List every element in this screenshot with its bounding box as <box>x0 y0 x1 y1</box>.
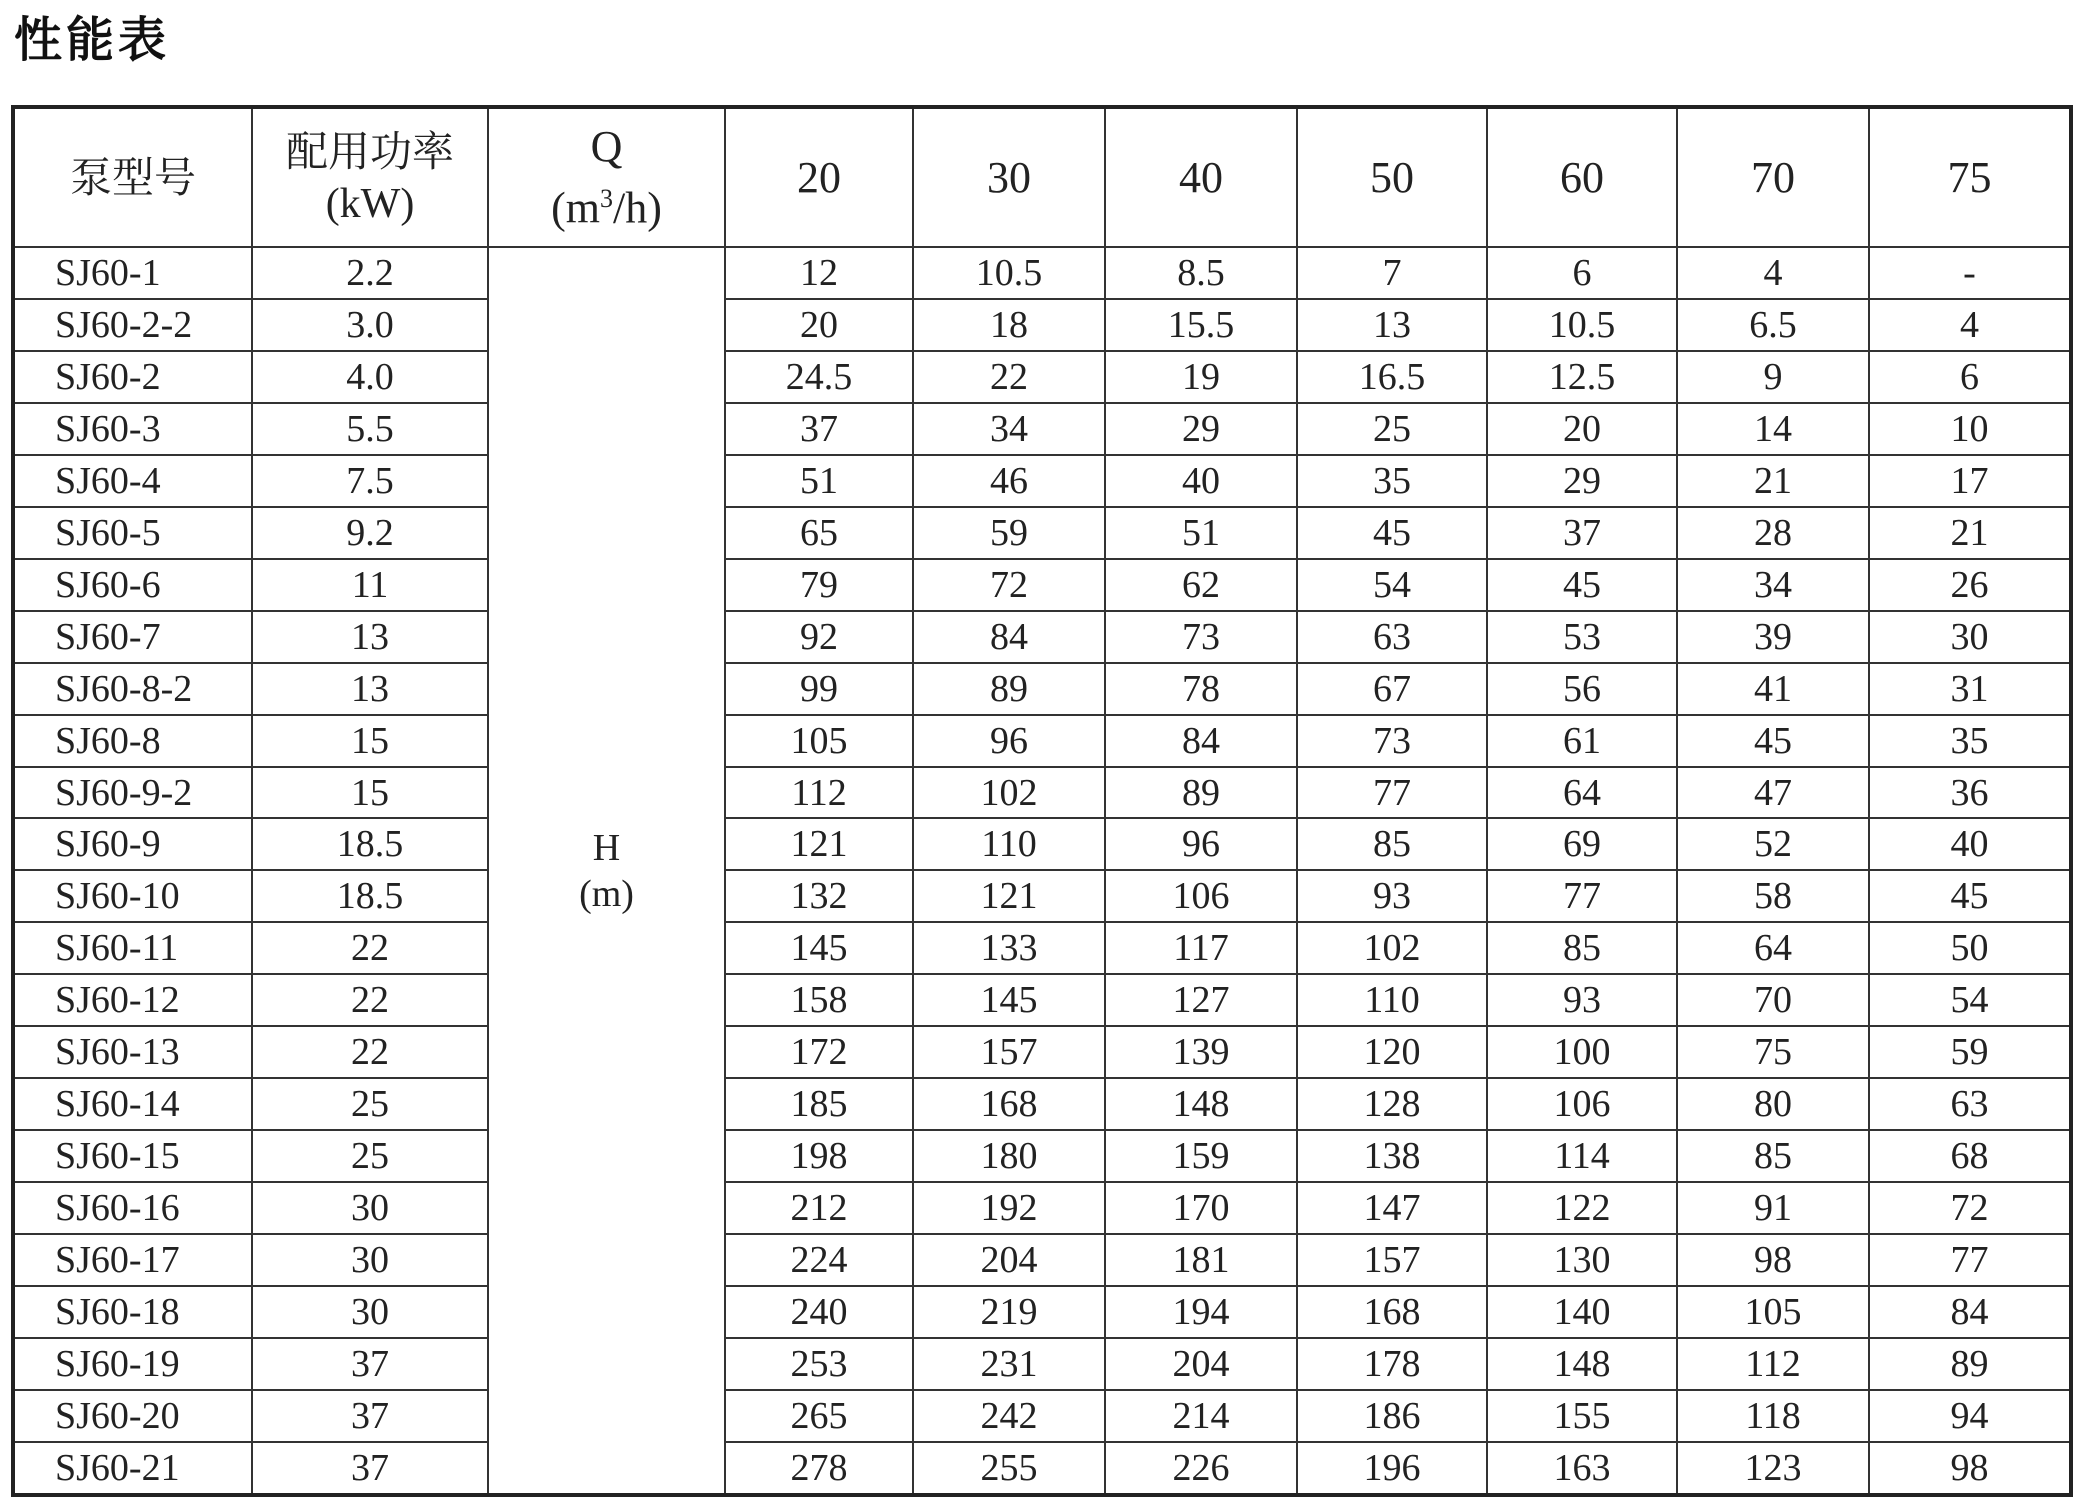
head-value-cell: 84 <box>1105 715 1297 767</box>
head-value-cell: 73 <box>1297 715 1487 767</box>
head-value-cell: 112 <box>725 767 913 819</box>
power-cell: 15 <box>252 715 488 767</box>
head-value-cell: 10.5 <box>913 247 1105 299</box>
head-value-cell: 96 <box>913 715 1105 767</box>
model-cell: SJ60-2-2 <box>13 299 252 351</box>
head-value-cell: 31 <box>1869 663 2071 715</box>
table-row <box>13 1390 2071 1442</box>
head-value-cell: 6 <box>1869 351 2071 403</box>
head-value-cell: 110 <box>913 818 1105 870</box>
head-value-cell: 127 <box>1105 974 1297 1026</box>
head-value-cell: 63 <box>1869 1078 2071 1130</box>
header-flow-70: 70 <box>1677 107 1869 247</box>
head-value-cell: 45 <box>1487 559 1677 611</box>
head-value-cell: 204 <box>913 1234 1105 1286</box>
head-value-cell: 10 <box>1869 403 2071 455</box>
model-cell: SJ60-9 <box>13 818 252 870</box>
head-value-cell: 121 <box>725 818 913 870</box>
head-value-cell: 198 <box>725 1130 913 1182</box>
head-value-cell: 73 <box>1105 611 1297 663</box>
head-value-cell: 16.5 <box>1297 351 1487 403</box>
head-value-cell: 67 <box>1297 663 1487 715</box>
table-row <box>13 1338 2071 1390</box>
power-cell: 13 <box>252 663 488 715</box>
power-cell: 30 <box>252 1182 488 1234</box>
head-value-cell: 25 <box>1297 403 1487 455</box>
head-value-cell: 30 <box>1869 611 2071 663</box>
head-value-cell: 52 <box>1677 818 1869 870</box>
head-value-cell: 21 <box>1677 455 1869 507</box>
head-value-cell: 77 <box>1487 870 1677 922</box>
table-row <box>13 663 2071 715</box>
head-label-cell <box>488 247 725 1495</box>
model-cell: SJ60-6 <box>13 559 252 611</box>
head-value-cell: 84 <box>1869 1286 2071 1338</box>
head-value-cell: 139 <box>1105 1026 1297 1078</box>
head-value-cell: 40 <box>1105 455 1297 507</box>
head-value-cell: 120 <box>1297 1026 1487 1078</box>
head-value-cell: 92 <box>725 611 913 663</box>
head-value-cell: 59 <box>913 507 1105 559</box>
power-cell: 37 <box>252 1338 488 1390</box>
head-unit: (m) <box>579 872 634 915</box>
head-value-cell: 178 <box>1297 1338 1487 1390</box>
head-value-cell: 140 <box>1487 1286 1677 1338</box>
head-value-cell: 93 <box>1487 974 1677 1026</box>
head-value-cell: 148 <box>1487 1338 1677 1390</box>
head-value-cell: 121 <box>913 870 1105 922</box>
table-row <box>13 1078 2071 1130</box>
model-cell: SJ60-18 <box>13 1286 252 1338</box>
power-cell: 22 <box>252 974 488 1026</box>
head-value-cell: 181 <box>1105 1234 1297 1286</box>
header-q-label: Q <box>590 121 623 171</box>
head-value-cell: 172 <box>725 1026 913 1078</box>
head-value-cell: 138 <box>1297 1130 1487 1182</box>
table-row <box>13 1130 2071 1182</box>
head-value-cell: 64 <box>1677 922 1869 974</box>
head-value-cell: 41 <box>1677 663 1869 715</box>
table-row <box>13 507 2071 559</box>
header-q-unit <box>489 173 724 235</box>
table-row <box>13 455 2071 507</box>
head-value-cell: 105 <box>1677 1286 1869 1338</box>
head-value-cell: 117 <box>1105 922 1297 974</box>
head-value-cell: 45 <box>1297 507 1487 559</box>
model-cell: SJ60-13 <box>13 1026 252 1078</box>
head-value-cell: 253 <box>725 1338 913 1390</box>
power-cell: 3.0 <box>252 299 488 351</box>
model-cell: SJ60-14 <box>13 1078 252 1130</box>
head-value-cell: 192 <box>913 1182 1105 1234</box>
head-value-cell: 54 <box>1869 974 2071 1026</box>
head-value-cell: 85 <box>1677 1130 1869 1182</box>
header-power-label: 配用功率 <box>285 126 454 176</box>
power-cell: 22 <box>252 1026 488 1078</box>
head-value-cell: 132 <box>725 870 913 922</box>
head-value-cell: 4 <box>1677 247 1869 299</box>
head-value-cell: 72 <box>913 559 1105 611</box>
head-value-cell: 45 <box>1869 870 2071 922</box>
head-value-cell: 98 <box>1869 1442 2071 1495</box>
head-value-cell: 26 <box>1869 559 2071 611</box>
head-value-cell: 40 <box>1869 818 2071 870</box>
head-value-cell: 24.5 <box>725 351 913 403</box>
power-cell: 18.5 <box>252 818 488 870</box>
head-value-cell: 98 <box>1677 1234 1869 1286</box>
head-value-cell: 56 <box>1487 663 1677 715</box>
model-cell: SJ60-8 <box>13 715 252 767</box>
table-row <box>13 922 2071 974</box>
head-value-cell: 240 <box>725 1286 913 1338</box>
table-row <box>13 1442 2071 1495</box>
head-value-cell: 89 <box>913 663 1105 715</box>
head-value-cell: 255 <box>913 1442 1105 1495</box>
model-cell: SJ60-7 <box>13 611 252 663</box>
head-value-cell: 85 <box>1487 922 1677 974</box>
head-value-cell: 99 <box>725 663 913 715</box>
model-cell: SJ60-12 <box>13 974 252 1026</box>
head-value-cell: 68 <box>1869 1130 2071 1182</box>
power-cell: 13 <box>252 611 488 663</box>
model-cell: SJ60-17 <box>13 1234 252 1286</box>
head-value-cell: 123 <box>1677 1442 1869 1495</box>
head-value-cell: 194 <box>1105 1286 1297 1338</box>
power-cell: 9.2 <box>252 507 488 559</box>
table-row <box>13 1182 2071 1234</box>
head-value-cell: 35 <box>1869 715 2071 767</box>
head-value-cell: 47 <box>1677 767 1869 819</box>
power-cell: 30 <box>252 1234 488 1286</box>
model-cell: SJ60-20 <box>13 1390 252 1442</box>
head-value-cell: 34 <box>913 403 1105 455</box>
head-value-cell: 10.5 <box>1487 299 1677 351</box>
head-value-cell: 6 <box>1487 247 1677 299</box>
head-value-cell: 28 <box>1677 507 1869 559</box>
head-value-cell: 102 <box>1297 922 1487 974</box>
page-title: 性能表 <box>14 12 171 68</box>
model-cell: SJ60-15 <box>13 1130 252 1182</box>
table-row <box>13 870 2071 922</box>
model-cell: SJ60-11 <box>13 922 252 974</box>
head-value-cell: 93 <box>1297 870 1487 922</box>
table-row <box>13 247 2071 299</box>
head-value-cell: 29 <box>1487 455 1677 507</box>
model-cell: SJ60-5 <box>13 507 252 559</box>
head-value-cell: 133 <box>913 922 1105 974</box>
head-value-cell: 159 <box>1105 1130 1297 1182</box>
head-value-cell: 110 <box>1297 974 1487 1026</box>
head-value-cell: 18 <box>913 299 1105 351</box>
head-value-cell: 70 <box>1677 974 1869 1026</box>
head-value-cell: 94 <box>1869 1390 2071 1442</box>
head-value-cell: 122 <box>1487 1182 1677 1234</box>
table-row <box>13 818 2071 870</box>
power-cell: 4.0 <box>252 351 488 403</box>
head-value-cell: 37 <box>725 403 913 455</box>
head-value-cell: 6.5 <box>1677 299 1869 351</box>
head-value-cell: 35 <box>1297 455 1487 507</box>
head-value-cell: 118 <box>1677 1390 1869 1442</box>
head-value-cell: 20 <box>725 299 913 351</box>
power-cell: 7.5 <box>252 455 488 507</box>
head-value-cell: 106 <box>1487 1078 1677 1130</box>
model-cell: SJ60-10 <box>13 870 252 922</box>
head-value-cell: 91 <box>1677 1182 1869 1234</box>
power-cell: 22 <box>252 922 488 974</box>
head-value-cell: 168 <box>913 1078 1105 1130</box>
model-cell: SJ60-3 <box>13 403 252 455</box>
table-row <box>13 1026 2071 1078</box>
table-row <box>13 974 2071 1026</box>
head-value-cell: 147 <box>1297 1182 1487 1234</box>
head-value-cell: 180 <box>913 1130 1105 1182</box>
head-value-cell: 157 <box>913 1026 1105 1078</box>
head-value-cell: 89 <box>1105 767 1297 819</box>
model-cell: SJ60-9-2 <box>13 767 252 819</box>
header-flow-75: 75 <box>1869 107 2071 247</box>
head-value-cell: 231 <box>913 1338 1105 1390</box>
head-value-cell: - <box>1869 247 2071 299</box>
head-value-cell: 242 <box>913 1390 1105 1442</box>
head-value-cell: 29 <box>1105 403 1297 455</box>
head-value-cell: 21 <box>1869 507 2071 559</box>
header-q-unit-post: /h) <box>613 183 662 233</box>
head-value-cell: 185 <box>725 1078 913 1130</box>
head-value-cell: 102 <box>913 767 1105 819</box>
header-power-unit: (kW) <box>325 180 415 227</box>
table-row <box>13 611 2071 663</box>
power-cell: 30 <box>252 1286 488 1338</box>
head-value-cell: 77 <box>1297 767 1487 819</box>
head-value-cell: 75 <box>1677 1026 1869 1078</box>
head-value-cell: 20 <box>1487 403 1677 455</box>
head-value-cell: 157 <box>1297 1234 1487 1286</box>
head-value-cell: 106 <box>1105 870 1297 922</box>
head-value-cell: 80 <box>1677 1078 1869 1130</box>
power-cell: 2.2 <box>252 247 488 299</box>
power-cell: 5.5 <box>252 403 488 455</box>
head-value-cell: 9 <box>1677 351 1869 403</box>
model-cell: SJ60-16 <box>13 1182 252 1234</box>
head-value-cell: 278 <box>725 1442 913 1495</box>
model-cell: SJ60-19 <box>13 1338 252 1390</box>
head-value-cell: 130 <box>1487 1234 1677 1286</box>
head-value-cell: 19 <box>1105 351 1297 403</box>
head-value-cell: 158 <box>725 974 913 1026</box>
header-q-unit-sup: 3 <box>600 183 613 213</box>
head-value-cell: 14 <box>1677 403 1869 455</box>
performance-table <box>11 105 2073 1497</box>
head-value-cell: 12 <box>725 247 913 299</box>
head-value-cell: 34 <box>1677 559 1869 611</box>
head-value-cell: 13 <box>1297 299 1487 351</box>
table-row <box>13 1234 2071 1286</box>
head-value-cell: 63 <box>1297 611 1487 663</box>
head-value-cell: 46 <box>913 455 1105 507</box>
head-value-cell: 96 <box>1105 818 1297 870</box>
power-cell: 37 <box>252 1442 488 1495</box>
table-row <box>13 767 2071 819</box>
head-value-cell: 226 <box>1105 1442 1297 1495</box>
head-value-cell: 214 <box>1105 1390 1297 1442</box>
head-value-cell: 37 <box>1487 507 1677 559</box>
power-cell: 25 <box>252 1078 488 1130</box>
table-row <box>13 715 2071 767</box>
head-value-cell: 85 <box>1297 818 1487 870</box>
head-value-cell: 155 <box>1487 1390 1677 1442</box>
table-row <box>13 299 2071 351</box>
head-value-cell: 219 <box>913 1286 1105 1338</box>
head-value-cell: 53 <box>1487 611 1677 663</box>
head-value-cell: 17 <box>1869 455 2071 507</box>
head-label: H <box>592 826 621 869</box>
header-flow-20: 20 <box>725 107 913 247</box>
head-value-cell: 148 <box>1105 1078 1297 1130</box>
head-value-cell: 4 <box>1869 299 2071 351</box>
head-value-cell: 39 <box>1677 611 1869 663</box>
header-flow-label <box>488 107 725 247</box>
head-value-cell: 128 <box>1297 1078 1487 1130</box>
head-value-cell: 168 <box>1297 1286 1487 1338</box>
header-flow-30: 30 <box>913 107 1105 247</box>
head-value-cell: 50 <box>1869 922 2071 974</box>
head-value-cell: 145 <box>725 922 913 974</box>
head-value-cell: 105 <box>725 715 913 767</box>
head-value-cell: 12.5 <box>1487 351 1677 403</box>
head-value-cell: 196 <box>1297 1442 1487 1495</box>
head-value-cell: 54 <box>1297 559 1487 611</box>
head-value-cell: 89 <box>1869 1338 2071 1390</box>
header-power <box>252 107 488 247</box>
head-value-cell: 58 <box>1677 870 1869 922</box>
head-value-cell: 69 <box>1487 818 1677 870</box>
head-value-cell: 77 <box>1869 1234 2071 1286</box>
head-value-cell: 84 <box>913 611 1105 663</box>
head-value-cell: 79 <box>725 559 913 611</box>
table-row <box>13 1286 2071 1338</box>
head-value-cell: 114 <box>1487 1130 1677 1182</box>
head-value-cell: 8.5 <box>1105 247 1297 299</box>
power-cell: 25 <box>252 1130 488 1182</box>
header-q-unit-pre: (m <box>551 183 600 233</box>
head-value-cell: 45 <box>1677 715 1869 767</box>
header-flow-50: 50 <box>1297 107 1487 247</box>
head-value-cell: 51 <box>1105 507 1297 559</box>
head-value-cell: 64 <box>1487 767 1677 819</box>
head-value-cell: 15.5 <box>1105 299 1297 351</box>
head-value-cell: 59 <box>1869 1026 2071 1078</box>
head-value-cell: 22 <box>913 351 1105 403</box>
model-cell: SJ60-4 <box>13 455 252 507</box>
head-value-cell: 51 <box>725 455 913 507</box>
head-value-cell: 61 <box>1487 715 1677 767</box>
head-value-cell: 145 <box>913 974 1105 1026</box>
table-row <box>13 351 2071 403</box>
head-value-cell: 7 <box>1297 247 1487 299</box>
model-cell: SJ60-2 <box>13 351 252 403</box>
head-value-cell: 100 <box>1487 1026 1677 1078</box>
table-row <box>13 559 2071 611</box>
head-value-cell: 170 <box>1105 1182 1297 1234</box>
power-cell: 18.5 <box>252 870 488 922</box>
head-value-cell: 65 <box>725 507 913 559</box>
head-value-cell: 265 <box>725 1390 913 1442</box>
header-flow-60: 60 <box>1487 107 1677 247</box>
power-cell: 11 <box>252 559 488 611</box>
head-value-cell: 224 <box>725 1234 913 1286</box>
head-value-cell: 36 <box>1869 767 2071 819</box>
power-cell: 15 <box>252 767 488 819</box>
head-value-cell: 212 <box>725 1182 913 1234</box>
head-value-cell: 62 <box>1105 559 1297 611</box>
power-cell: 37 <box>252 1390 488 1442</box>
head-value-cell: 112 <box>1677 1338 1869 1390</box>
header-flow-40: 40 <box>1105 107 1297 247</box>
head-value-cell: 78 <box>1105 663 1297 715</box>
header-model: 泵型号 <box>13 107 252 247</box>
model-cell: SJ60-21 <box>13 1442 252 1495</box>
table-row <box>13 403 2071 455</box>
model-cell: SJ60-8-2 <box>13 663 252 715</box>
head-value-cell: 72 <box>1869 1182 2071 1234</box>
head-value-cell: 186 <box>1297 1390 1487 1442</box>
model-cell: SJ60-1 <box>13 247 252 299</box>
head-value-cell: 204 <box>1105 1338 1297 1390</box>
header-row <box>13 107 2071 247</box>
head-value-cell: 163 <box>1487 1442 1677 1495</box>
